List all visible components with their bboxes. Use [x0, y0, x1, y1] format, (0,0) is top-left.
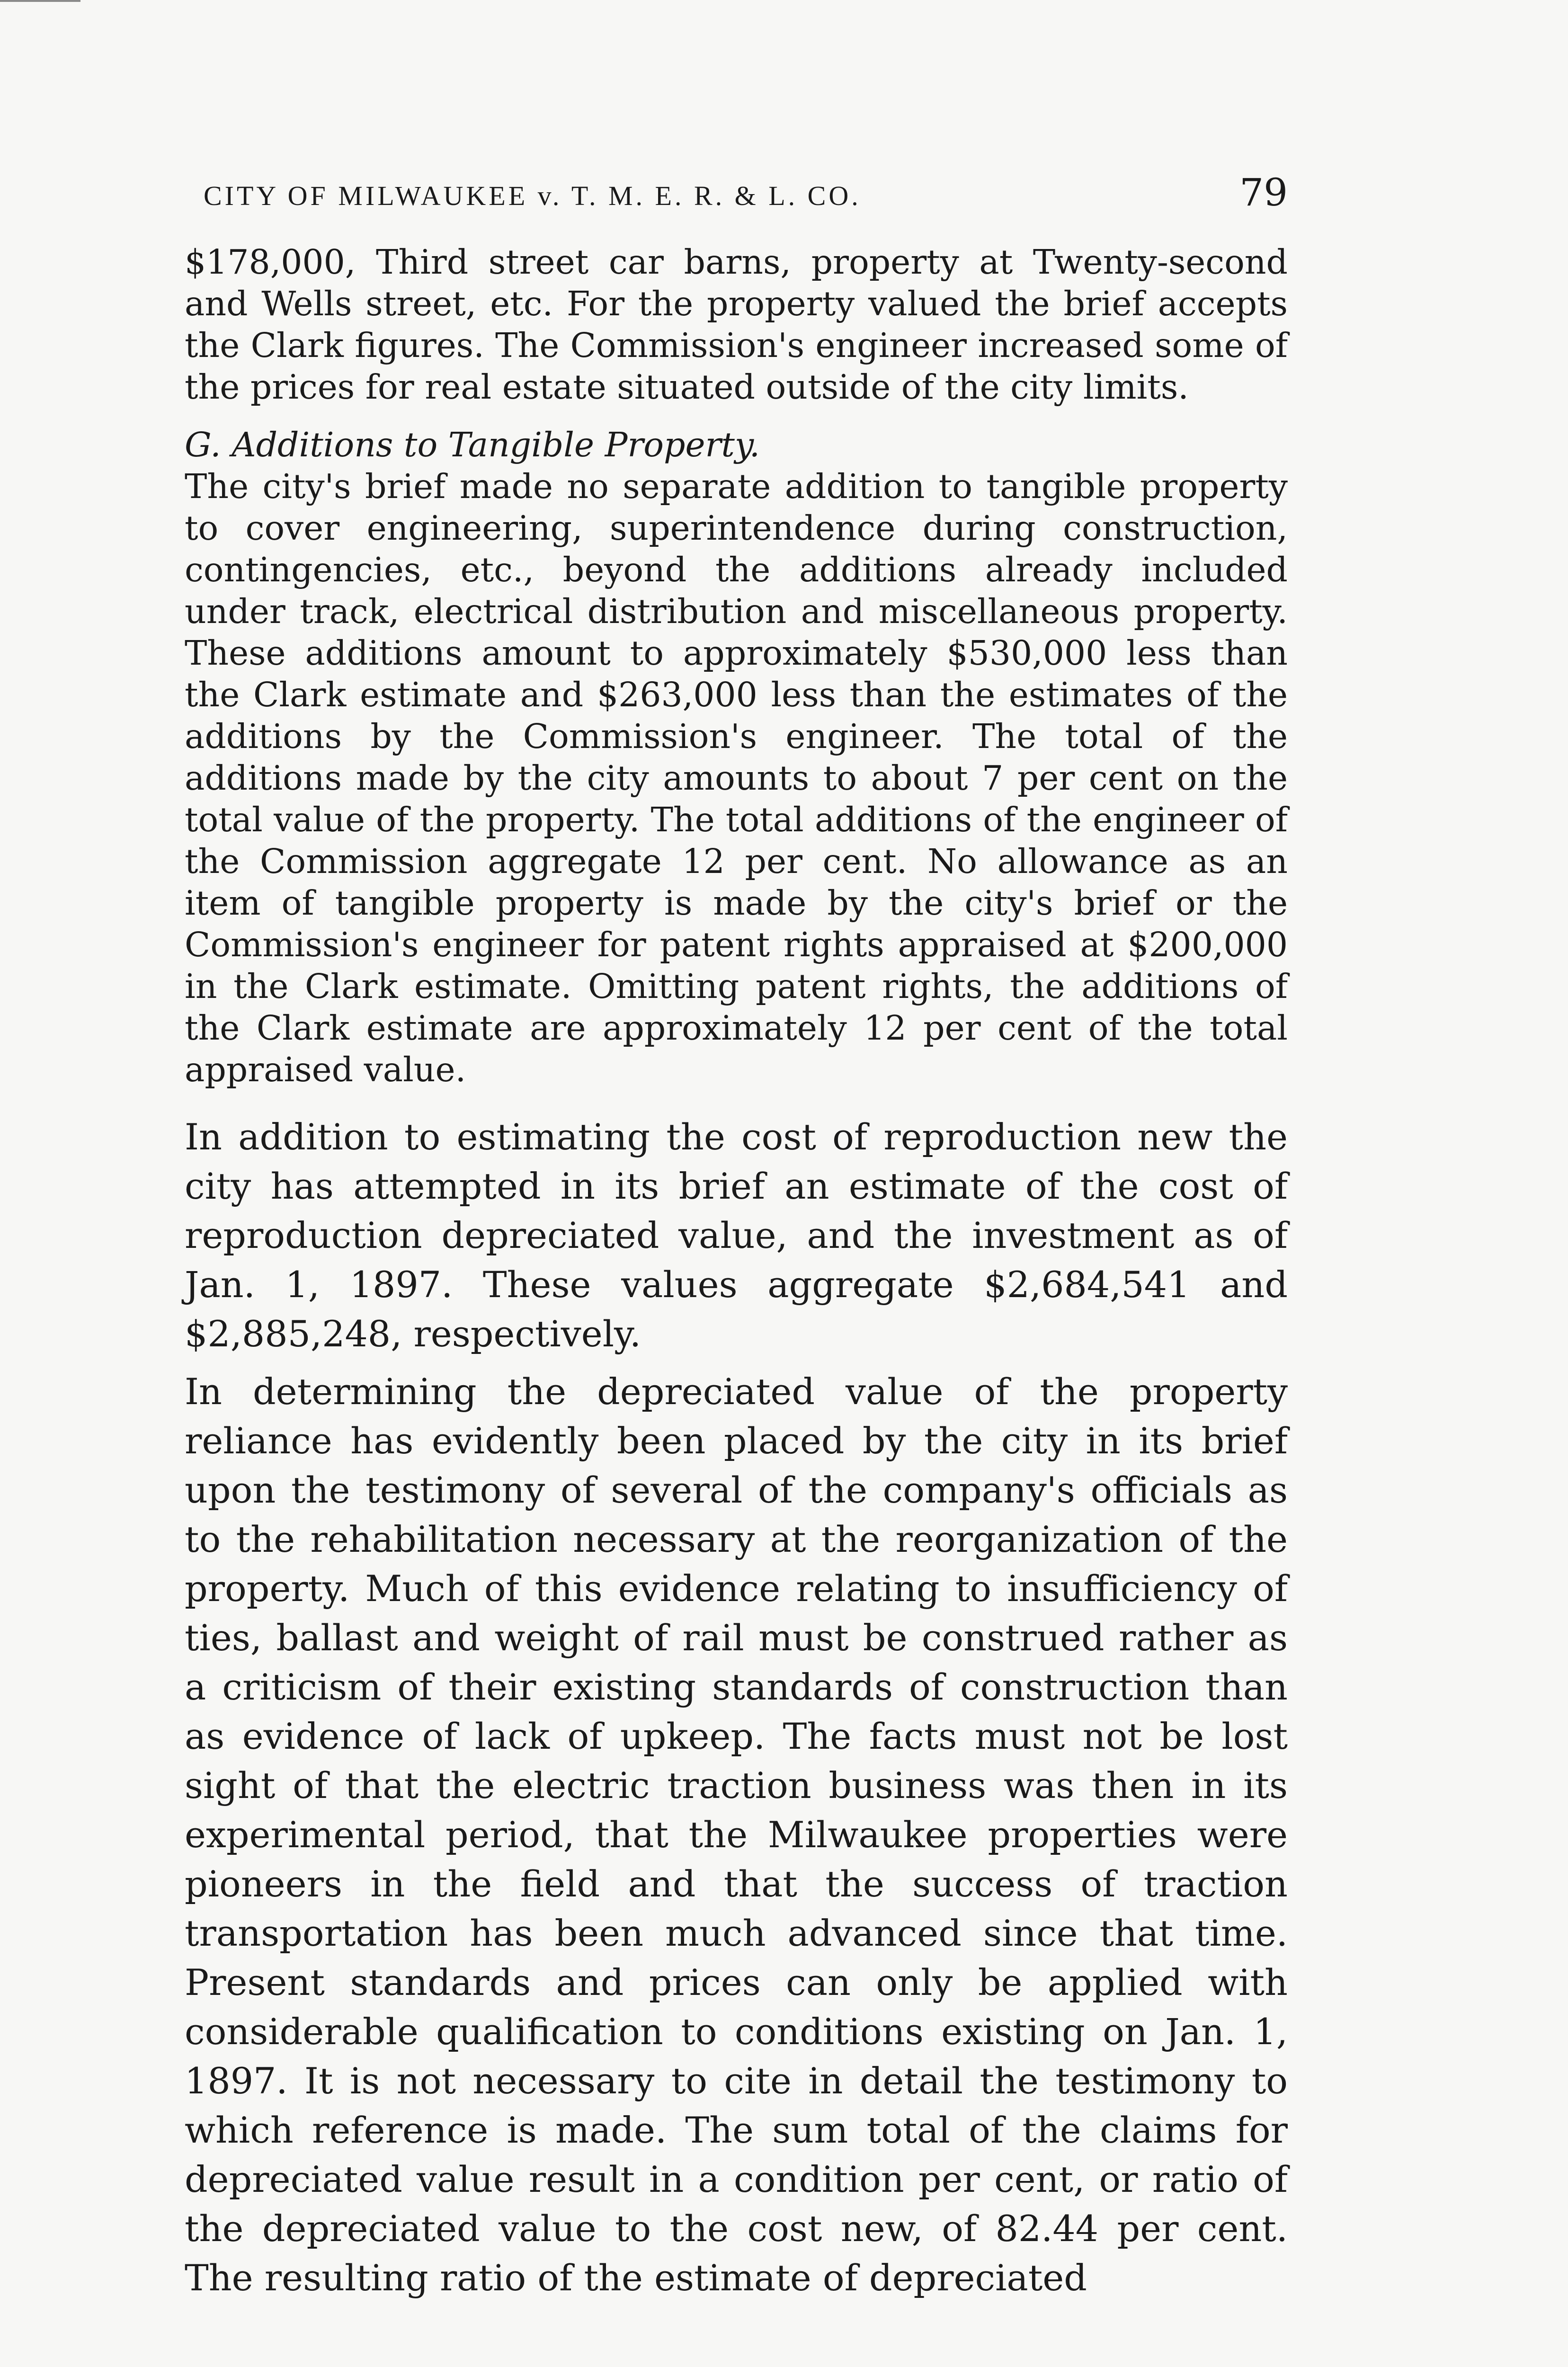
running-title: CITY OF MILWAUKEE v. T. M. E. R. & L. CO.: [204, 180, 861, 211]
running-head: [185, 170, 1288, 241]
paragraph-depreciated-value: In determining the depreciated value of the property reliance has evidently been placed by the city in its brief upon the testimony of several of the company's officials as to the rehabilitation necessary at the reorganization of the property. Much of this evidence relating to insufficiency of ties, ballast and weight of rail must be construed rather as a criticism of their existing standards of construction than as evidence of lack of upkeep. The facts must not be lost sight of that the electric traction business was then in its experimental period, that the Milwaukee properties were pioneers in the field and that the success of traction transportation has been much advanced since that time. Present standards and prices can only be applied with considerable qualification to conditions existing on Jan. 1, 1897. It is not necessary to cite in detail the testimony to which reference is made. The sum total of the claims for depreciated value result in a condition per cent, or ratio of the depreciated value to the cost new, of 82.44 per cent. The resulting ratio of the estimate of depreciated: [185, 1370, 1288, 2299]
scan-edge-line: [0, 0, 80, 2]
spacer: [185, 1091, 1288, 1112]
page-number: 79: [1239, 170, 1288, 214]
document-page: [185, 170, 1288, 2367]
paragraph-continued: $178,000, Third street car barns, property at Twenty-second and Wells street, etc. For the property valued the brief accepts the Clark figures. The Commission's engineer increased some of the prices for real estate situated outside of the city limits.: [185, 242, 1288, 407]
paragraph-additions: The city's brief made no separate addition to tangible property to cover engineering, superintendence during construction, contingencies, etc., beyond the additions already included under track, electrical distribution and miscellaneous property. These additions amount to approximately $530,000 less than the Clark estimate and $263,000 less than the estimates of the additions by the Commission's engineer. The total of the additions made by the city amounts to about 7 per cent on the total value of the property. The total additions of the engineer of the Commission aggregate 12 per cent. No allowance as an item of tangible property is made by the city's brief or the Commission's engineer for patent rights appraised at $200,000 in the Clark estimate. Omitting patent rights, the additions of the Clark estimate are approximately 12 per cent of the total appraised value.: [185, 467, 1288, 1089]
spacer: [185, 408, 1288, 424]
section-heading: G. Additions to Tangible Property.: [185, 425, 760, 464]
spacer: [185, 1359, 1288, 1367]
paragraph-reproduction: In addition to estimating the cost of reproduction new the city has attempted in its brief an estimate of the cost of reproduction depreciated value, and the investment as of Jan. 1, 1897. These values aggregate $2,684,541 and $2,885,248, respectively.: [185, 1116, 1288, 1355]
